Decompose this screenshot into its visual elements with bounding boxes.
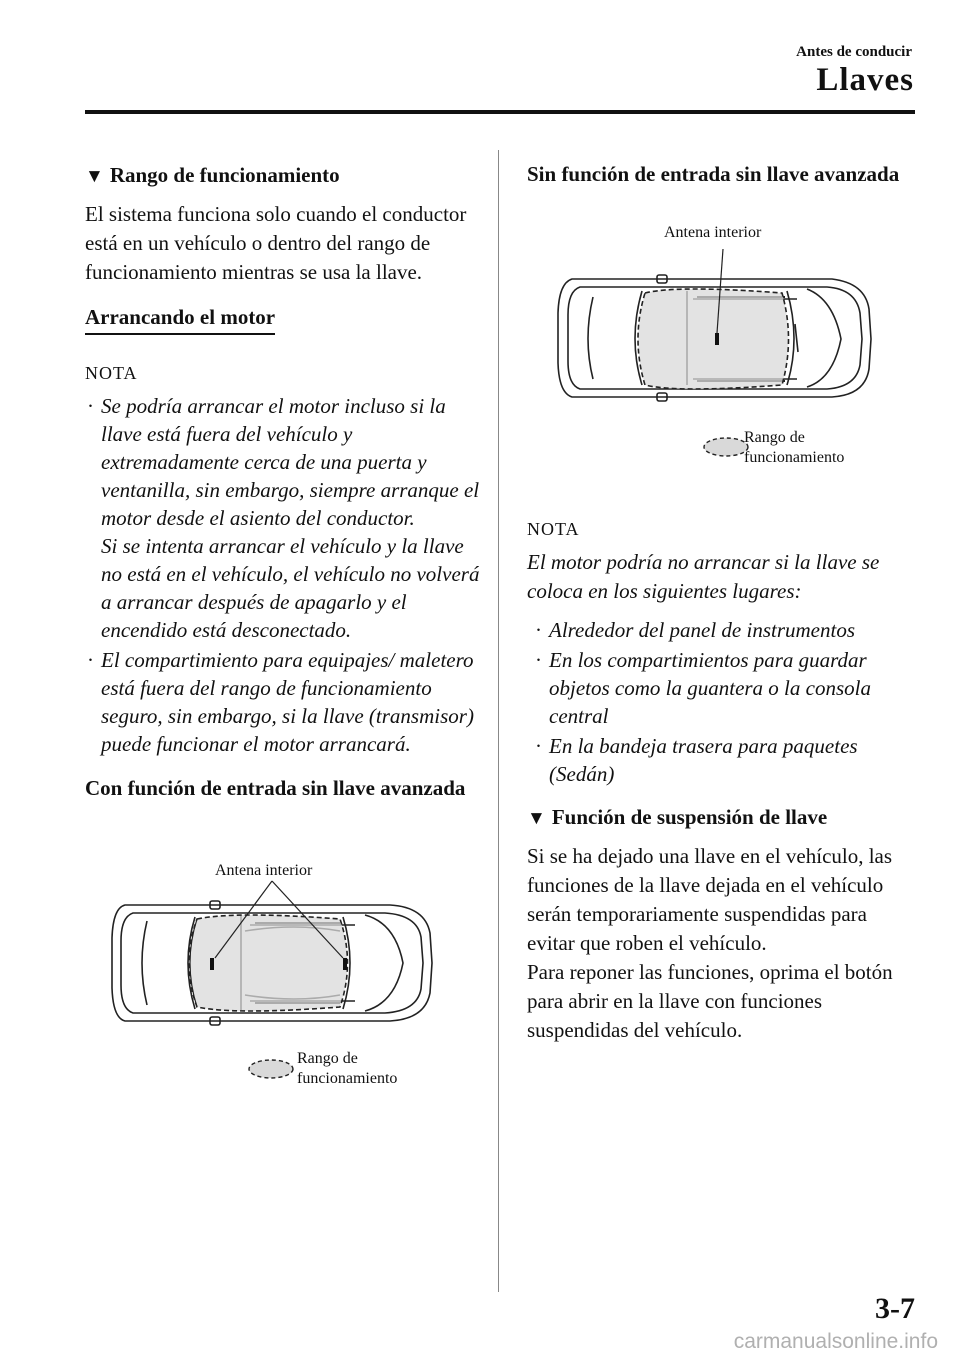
right-column	[527, 160, 917, 1057]
paragraph-rango: El sistema funciona solo cuando el conductor está en un vehículo o dentro del rango de funcionamiento mientras se usa la llave.	[85, 202, 467, 284]
car-diagram-without-function	[527, 199, 917, 509]
bullet-icon: ·	[535, 648, 542, 672]
column-divider	[498, 150, 499, 1292]
page-number: 3-7	[875, 1292, 915, 1325]
nota-label-left: NOTA	[85, 363, 138, 383]
header-rule	[85, 110, 915, 114]
bullet-icon: ·	[535, 734, 542, 758]
heading-sin-funcion: Sin función de entrada sin llave avanzada	[527, 162, 900, 186]
bullet-icon: ·	[87, 394, 94, 418]
note-item-right-3-text: En la bandeja trasera para paquetes (Sedán)	[549, 734, 858, 786]
header-title: Llaves	[816, 62, 914, 98]
bullet-icon: ·	[535, 618, 542, 642]
antenna-marker	[715, 333, 719, 345]
triangle-down-icon: ▼	[85, 166, 104, 187]
range-label	[744, 428, 844, 468]
range-label-line-1: Rango de	[744, 429, 805, 446]
range-legend-swatch	[704, 438, 748, 456]
antenna-marker	[210, 958, 214, 970]
paragraph-suspension-1: Si se ha dejado una llave en el vehículo, las funciones de la llave dejada en el vehículo serán temporariamente suspendidas para evitar que roben el vehículo.	[527, 844, 893, 955]
note-item-1-text-b: Si se intenta arrancar el vehículo y la llave no está en el vehículo, el vehículo no volverá a arrancar después de apagarlo y el encendido está desconectado.	[101, 534, 480, 642]
antenna-marker	[343, 958, 347, 970]
car-topview-illustration	[85, 813, 480, 1123]
heading-rango	[85, 160, 480, 192]
range-label-line-2: funcionamiento	[744, 449, 845, 466]
note-item-right-2	[533, 646, 917, 730]
note-item-right-3	[533, 732, 917, 788]
heading-suspension-text: Función de suspensión de llave	[551, 805, 828, 829]
heading-arrancando: Arrancando el motor	[85, 303, 275, 335]
antenna-label: Antena interior	[215, 862, 313, 879]
range-label-line-1: Rango de	[297, 1050, 358, 1067]
triangle-down-icon: ▼	[527, 808, 546, 829]
car-topview-illustration	[527, 199, 917, 509]
range-label-line-2: funcionamiento	[297, 1070, 398, 1087]
car-diagram-with-function	[85, 813, 480, 1123]
note-item-right-1	[533, 616, 917, 644]
nota-label-right: NOTA	[527, 519, 580, 539]
heading-rango-text: Rango de funcionamiento	[109, 163, 340, 187]
note-item-right-2-text: En los compartimientos para guardar objetos como la guantera o la consola central	[549, 648, 871, 728]
header-section-label: Antes de conducir	[796, 44, 912, 60]
watermark: carmanualsonline.info	[733, 1330, 938, 1353]
note-item-2-text: El compartimiento para equipajes/ maletero está fuera del rango de funcionamiento seguro, sin embargo, si la llave (transmisor) puede funcionar el motor arrancará.	[101, 648, 474, 756]
bullet-icon: ·	[87, 648, 94, 672]
nota-text-right: El motor podría no arrancar si la llave se coloca en los siguientes lugares:	[527, 550, 880, 603]
note-item-2	[85, 646, 480, 758]
heading-suspension	[527, 802, 917, 834]
note-item-1-text-a: Se podría arrancar el motor incluso si la llave está fuera del vehículo y extremadamente cerca de una puerta y ventanilla, sin embargo, siempre arranque el motor desde el asiento del conductor.	[101, 394, 480, 530]
paragraph-suspension-2: Para reponer las funciones, oprima el botón para abrir en la llave con funciones suspendidas del vehículo.	[527, 960, 893, 1042]
range-label	[297, 1049, 397, 1089]
note-list-right	[527, 616, 917, 788]
range-legend-swatch	[249, 1060, 293, 1078]
heading-con-funcion: Con función de entrada sin llave avanzada	[85, 776, 466, 800]
left-column	[85, 160, 480, 1133]
antenna-label: Antena interior	[664, 224, 762, 241]
note-item-right-1-text: Alrededor del panel de instrumentos	[549, 618, 856, 642]
note-item-1	[85, 392, 480, 644]
